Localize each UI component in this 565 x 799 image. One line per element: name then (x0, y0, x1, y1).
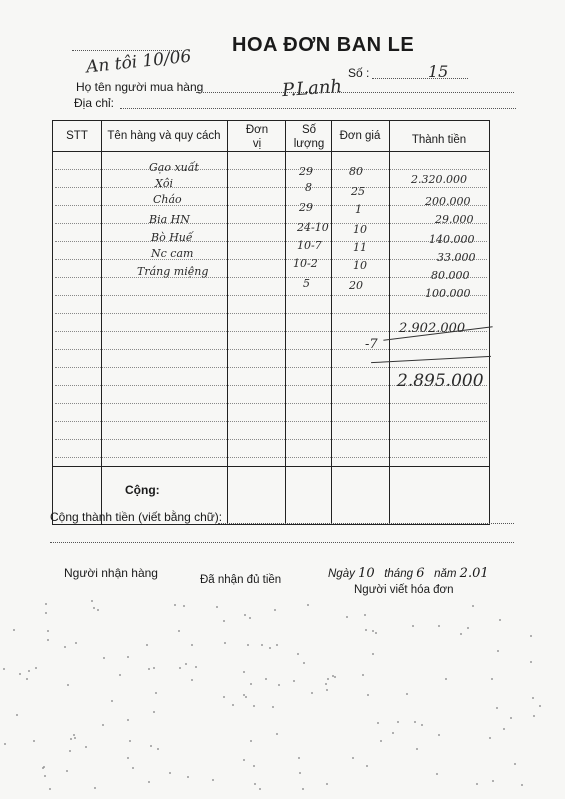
total-divider (53, 466, 489, 467)
scan-speck (119, 674, 121, 676)
date-month-label: tháng (384, 568, 413, 580)
scan-speck (185, 663, 187, 665)
col-divider (331, 121, 332, 524)
row-item: Tráng miệng (137, 265, 209, 278)
date-month: 6 (416, 566, 425, 581)
scan-speck (174, 604, 176, 606)
scan-speck (352, 757, 354, 759)
scan-speck (75, 642, 77, 644)
scan-speck (66, 770, 68, 772)
row-price: 80 (349, 165, 363, 178)
scan-speck (253, 705, 255, 707)
scan-speck (530, 661, 532, 663)
scan-speck (103, 657, 105, 659)
row-price: 10 (353, 259, 367, 272)
scan-speck (45, 612, 47, 614)
scan-speck (436, 773, 438, 775)
scan-speck (73, 734, 75, 736)
scan-speck (129, 740, 131, 742)
scan-speck (146, 644, 148, 646)
scan-speck (298, 757, 300, 759)
scan-speck (414, 721, 416, 723)
number-line (372, 78, 468, 79)
scan-speck (244, 614, 246, 616)
scan-speck (254, 783, 256, 785)
row-rule (55, 421, 487, 422)
row-rule (55, 295, 487, 296)
address-label: Địa chỉ: (74, 96, 115, 110)
row-rule (55, 457, 487, 458)
scan-speck (44, 775, 46, 777)
scan-speck (187, 776, 189, 778)
scan-speck (445, 678, 447, 680)
scan-speck (183, 605, 185, 607)
scan-speck (514, 763, 516, 765)
col-divider (101, 121, 102, 524)
row-rule (55, 205, 487, 206)
row-qty: 5 (303, 277, 310, 290)
grand-total-value: 2.895.000 (397, 371, 484, 391)
scan-speck (47, 630, 49, 632)
scan-speck (97, 609, 99, 611)
scan-speck (243, 671, 245, 673)
row-rule (55, 169, 487, 170)
row-amount: 200.000 (425, 195, 471, 208)
col-header-unit: Đơn vị (245, 124, 269, 150)
scan-speck (91, 600, 93, 602)
row-amount: 2.320.000 (411, 173, 467, 186)
col-divider (389, 121, 390, 524)
total-row-label: Cộng: (125, 483, 160, 497)
row-amount: 29.000 (435, 213, 474, 226)
scan-speck (362, 674, 364, 676)
top-dotted-line (72, 50, 182, 51)
scan-speck (179, 667, 181, 669)
scan-speck (460, 633, 462, 635)
scan-speck (148, 668, 150, 670)
scan-speck (397, 721, 399, 723)
scan-speck (223, 696, 225, 698)
scan-speck (16, 714, 18, 716)
scan-speck (153, 711, 155, 713)
scan-speck (150, 745, 152, 747)
row-rule (55, 241, 487, 242)
scan-speck (261, 644, 263, 646)
scan-speck (178, 630, 180, 632)
scan-speck (496, 707, 498, 709)
date-day: 10 (358, 566, 375, 581)
invoice-title: HOA ĐƠN BAN LE (232, 34, 415, 56)
scan-speck (35, 667, 37, 669)
scan-speck (510, 717, 512, 719)
scan-speck (259, 788, 261, 790)
scan-speck (438, 734, 440, 736)
scan-speck (293, 680, 295, 682)
scan-speck (276, 733, 278, 735)
scan-speck (212, 779, 214, 781)
scan-speck (499, 619, 501, 621)
scan-speck (372, 653, 374, 655)
scan-speck (532, 697, 534, 699)
scan-speck (372, 630, 374, 632)
scan-speck (503, 728, 505, 730)
scan-speck (253, 765, 255, 767)
scan-speck (85, 746, 87, 748)
scan-speck (4, 743, 6, 745)
row-rule (55, 349, 487, 350)
scan-speck (111, 700, 113, 702)
buyer-line (196, 92, 514, 93)
scan-speck (533, 715, 535, 717)
row-qty: 10-2 (293, 257, 318, 270)
invoice-table (52, 120, 490, 525)
row-amount: 100.000 (425, 287, 471, 300)
row-rule (55, 367, 487, 368)
scan-speck (42, 767, 44, 769)
scan-speck (19, 673, 21, 675)
col-header-price: Đơn giá (339, 130, 381, 142)
scan-speck (492, 780, 494, 782)
row-amount: 140.000 (429, 233, 475, 246)
row-rule (55, 439, 487, 440)
received-full-label: Đã nhận đủ tiền (200, 574, 282, 586)
scan-speck (325, 683, 327, 685)
col-divider (227, 121, 228, 524)
scan-speck (127, 719, 129, 721)
row-item: Gạo xuất (149, 161, 199, 174)
scan-speck (28, 670, 30, 672)
scan-speck (521, 784, 523, 786)
scan-speck (70, 738, 72, 740)
address-line (120, 108, 516, 109)
scan-speck (467, 627, 469, 629)
scan-speck (127, 656, 129, 658)
date-year: 2.01 (459, 566, 489, 581)
scan-speck (67, 684, 69, 686)
scan-speck (334, 676, 336, 678)
scan-speck (276, 644, 278, 646)
receiver-label: Người nhận hàng (64, 566, 158, 580)
scan-speck (302, 788, 304, 790)
scan-speck (364, 614, 366, 616)
scan-speck (250, 740, 252, 742)
amount-in-words-label: Cộng thành tiền (viết bằng chữ): (50, 510, 223, 524)
row-item: Nc cam (151, 247, 194, 260)
scan-speck (195, 666, 197, 668)
scan-speck (539, 705, 541, 707)
row-item: Cháo (153, 193, 182, 206)
scan-speck (169, 772, 171, 774)
row-qty: 8 (305, 181, 312, 194)
deduction-value: -7 (365, 337, 378, 352)
scan-speck (297, 653, 299, 655)
scan-speck (127, 757, 129, 759)
scan-speck (243, 759, 245, 761)
scan-speck (365, 629, 367, 631)
writer-label: Người viết hóa đơn (354, 584, 454, 596)
scan-speck (476, 783, 478, 785)
row-item: Bia HN (149, 213, 190, 226)
scan-speck (93, 607, 95, 609)
scan-speck (265, 678, 267, 680)
row-qty: 29 (299, 201, 313, 214)
scan-speck (375, 632, 377, 634)
row-price: 1 (355, 203, 362, 216)
scan-speck (326, 689, 328, 691)
scan-speck (64, 646, 66, 648)
row-amount: 80.000 (431, 269, 470, 282)
scan-speck (224, 642, 226, 644)
scan-speck (74, 737, 76, 739)
scan-speck (377, 722, 379, 724)
scan-speck (392, 732, 394, 734)
col-header-amount: Thành tiền (411, 134, 467, 146)
scan-speck (3, 668, 5, 670)
scan-speck (157, 748, 159, 750)
row-rule (55, 313, 487, 314)
scan-speck (489, 737, 491, 739)
scan-speck (326, 783, 328, 785)
row-item: Bò Huế (151, 231, 193, 244)
scan-speck (33, 740, 35, 742)
row-qty: 29 (299, 165, 313, 178)
scan-speck (367, 694, 369, 696)
scan-speck (155, 692, 157, 694)
scan-speck (26, 678, 28, 680)
scan-speck (153, 667, 155, 669)
scan-speck (132, 767, 134, 769)
scan-speck (49, 788, 51, 790)
scan-speck (307, 604, 309, 606)
scan-speck (191, 644, 193, 646)
col-header-item: Tên hàng và quy cách (107, 130, 221, 142)
scan-speck (332, 675, 334, 677)
row-price: 25 (351, 185, 365, 198)
scan-speck (269, 647, 271, 649)
row-qty: 24-10 (297, 221, 329, 234)
scan-speck (278, 684, 280, 686)
col-header-stt: STT (66, 130, 88, 142)
scan-speck (497, 650, 499, 652)
row-rule (55, 277, 487, 278)
scan-speck (406, 693, 408, 695)
scan-speck (69, 750, 71, 752)
scan-speck (250, 683, 252, 685)
scan-speck (45, 603, 47, 605)
scan-speck (223, 620, 225, 622)
scan-speck (491, 678, 493, 680)
scan-speck (243, 694, 245, 696)
col-divider (285, 121, 286, 524)
row-price: 11 (353, 241, 367, 254)
row-amount: 33.000 (437, 251, 476, 264)
scan-speck (412, 625, 414, 627)
scan-speck (380, 740, 382, 742)
date-line (328, 566, 489, 581)
scan-speck (13, 629, 15, 631)
date-year-label: năm (434, 568, 457, 580)
scan-speck (249, 617, 251, 619)
scan-speck (148, 781, 150, 783)
amount-in-words-line (218, 523, 514, 524)
row-qty: 10-7 (297, 239, 322, 252)
scan-speck (303, 662, 305, 664)
scan-speck (102, 724, 104, 726)
scan-speck (366, 765, 368, 767)
scan-speck (191, 679, 193, 681)
scan-speck (346, 616, 348, 618)
scan-speck (232, 704, 234, 706)
scan-speck (47, 639, 49, 641)
row-rule (55, 403, 487, 404)
scan-speck (421, 724, 423, 726)
scan-speck (311, 692, 313, 694)
scan-speck (327, 678, 329, 680)
amount-in-words-line (50, 542, 514, 543)
scan-speck (247, 644, 249, 646)
scan-speck (530, 635, 532, 637)
scan-speck (245, 696, 247, 698)
date-day-label: Ngày (328, 568, 355, 580)
scan-speck (299, 772, 301, 774)
number-value: 15 (428, 62, 449, 81)
subtotal-value: 2.902.000 (399, 321, 466, 336)
buyer-label: Họ tên người mua hàng (76, 80, 204, 94)
number-label: Số : (348, 66, 370, 80)
scan-speck (274, 609, 276, 611)
scan-speck (216, 606, 218, 608)
row-item: Xôi (155, 177, 173, 190)
row-rule (55, 259, 487, 260)
row-rule (55, 223, 487, 224)
col-header-qty: Số lượng (293, 124, 325, 150)
scan-speck (272, 706, 274, 708)
scan-speck (472, 605, 474, 607)
buyer-value: P.Lanh (281, 75, 343, 102)
row-rule (55, 187, 487, 188)
row-price: 10 (353, 223, 367, 236)
scan-speck (416, 748, 418, 750)
header-divider (53, 151, 489, 152)
row-price: 20 (349, 279, 363, 292)
handwritten-note: An tôi 10/06 (85, 46, 193, 78)
scan-speck (94, 787, 96, 789)
scan-speck (438, 625, 440, 627)
